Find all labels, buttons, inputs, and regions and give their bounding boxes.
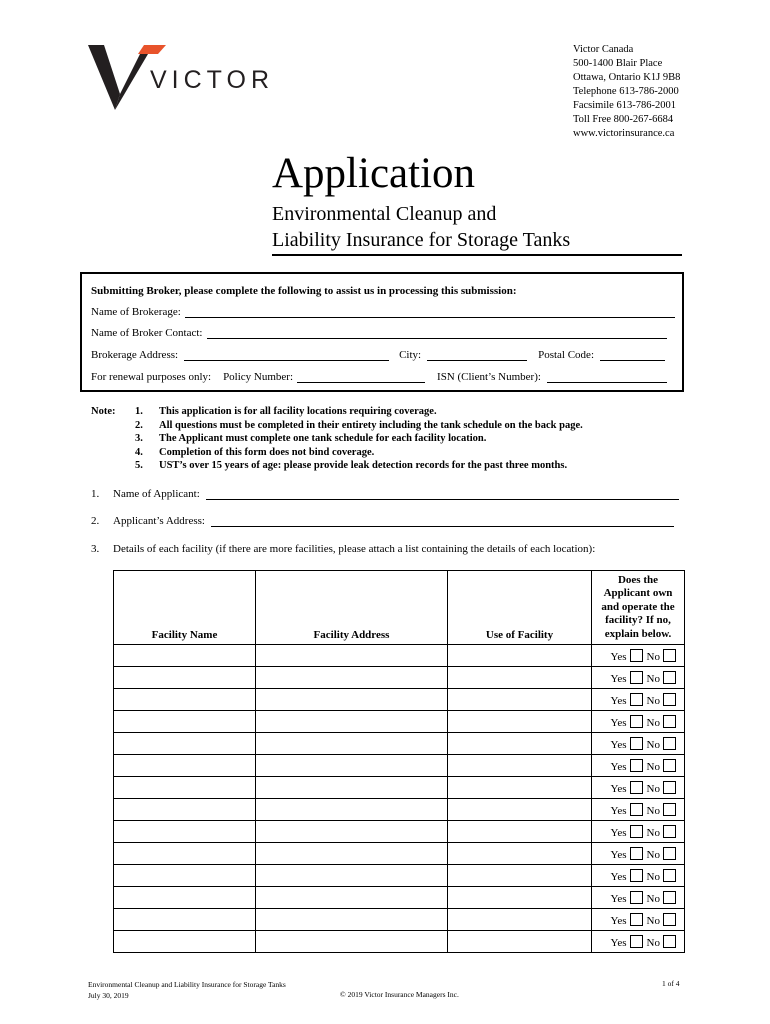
question-number: 2.: [91, 515, 100, 527]
note-item: 3. The Applicant must complete one tank schedule for each facility location.: [135, 433, 487, 444]
facility-address-cell[interactable]: [256, 865, 448, 887]
policy-number-field[interactable]: [297, 372, 425, 383]
footer-page-number: 1 of 4: [662, 979, 680, 988]
use-of-facility-cell[interactable]: [448, 667, 592, 689]
yes-checkbox[interactable]: [630, 935, 643, 948]
yes-checkbox[interactable]: [630, 803, 643, 816]
question-number: 1.: [91, 488, 100, 500]
facility-name-cell[interactable]: [114, 931, 256, 953]
use-of-facility-cell[interactable]: [448, 799, 592, 821]
yes-label: Yes: [610, 716, 627, 729]
footer-date: July 30, 2019: [88, 991, 129, 1000]
applicant-name-field[interactable]: [206, 489, 679, 500]
use-of-facility-cell[interactable]: [448, 733, 592, 755]
yes-checkbox[interactable]: [630, 759, 643, 772]
facility-address-cell[interactable]: [256, 821, 448, 843]
no-label: No: [646, 782, 660, 795]
postal-code-field[interactable]: [600, 350, 665, 361]
no-checkbox[interactable]: [663, 935, 676, 948]
facility-name-cell[interactable]: [114, 711, 256, 733]
isn-label: ISN (Client’s Number):: [437, 371, 541, 383]
yes-label: Yes: [610, 914, 627, 927]
use-of-facility-cell[interactable]: [448, 777, 592, 799]
yes-label: Yes: [610, 694, 627, 707]
question-label: Applicant’s Address:: [113, 515, 205, 527]
owns-facility-cell: [592, 865, 685, 887]
no-label: No: [646, 716, 660, 729]
facility-name-cell[interactable]: [114, 667, 256, 689]
yes-label: Yes: [610, 892, 627, 905]
brokerage-name-field[interactable]: [185, 307, 675, 318]
table-row: [114, 799, 685, 821]
owns-facility-cell: [592, 821, 685, 843]
no-checkbox[interactable]: [663, 671, 676, 684]
owns-facility-cell: [592, 755, 685, 777]
note-item: 2. All questions must be completed in their entirety including the tank schedule on the back page.: [135, 419, 583, 431]
owns-facility-cell: [592, 711, 685, 733]
isn-field[interactable]: [547, 372, 667, 383]
brokerage-name-label: Name of Brokerage:: [91, 306, 181, 318]
note-item: 4. Completion of this form does not bind coverage.: [135, 446, 375, 458]
no-checkbox[interactable]: [663, 825, 676, 838]
facility-address-cell[interactable]: [256, 777, 448, 799]
yes-checkbox[interactable]: [630, 913, 643, 926]
company-fax: Facsimile 613-786-2001: [573, 100, 676, 111]
subtitle-line-1: Environmental Cleanup and: [272, 203, 497, 225]
renewal-label: For renewal purposes only:: [91, 371, 212, 383]
use-of-facility-cell[interactable]: [448, 755, 592, 777]
applicant-address-field[interactable]: [211, 516, 674, 527]
no-label: No: [646, 870, 660, 883]
use-of-facility-cell[interactable]: [448, 645, 592, 667]
owns-facility-cell: [592, 733, 685, 755]
yes-label: Yes: [610, 760, 627, 773]
company-name: Victor Canada: [573, 44, 634, 55]
question-number: 3.: [91, 543, 100, 555]
facility-name-cell[interactable]: [114, 865, 256, 887]
city-field[interactable]: [427, 350, 527, 361]
table-row: [114, 733, 685, 755]
column-header-use-of-facility: Use of Facility: [448, 571, 592, 645]
owns-facility-cell: [592, 645, 685, 667]
facility-address-cell[interactable]: [256, 667, 448, 689]
facility-name-cell[interactable]: [114, 777, 256, 799]
facility-address-cell[interactable]: [256, 689, 448, 711]
broker-contact-field[interactable]: [207, 328, 667, 339]
broker-section: [80, 272, 684, 392]
column-header-owns-facility: Does the Applicant own and operate the facility? If no, explain below.: [592, 571, 685, 645]
table-row: [114, 909, 685, 931]
broker-contact-label: Name of Broker Contact:: [91, 327, 203, 339]
facility-address-cell[interactable]: [256, 755, 448, 777]
owns-facility-cell: [592, 909, 685, 931]
facility-name-cell[interactable]: [114, 909, 256, 931]
yes-checkbox[interactable]: [630, 869, 643, 882]
no-checkbox[interactable]: [663, 737, 676, 750]
title-divider: [272, 254, 682, 256]
yes-checkbox[interactable]: [630, 649, 643, 662]
no-checkbox[interactable]: [663, 759, 676, 772]
table-row: [114, 755, 685, 777]
footer-copyright: © 2019 Victor Insurance Managers Inc.: [340, 990, 459, 999]
yes-checkbox[interactable]: [630, 715, 643, 728]
table-row: [114, 645, 685, 667]
yes-label: Yes: [610, 870, 627, 883]
facility-name-cell[interactable]: [114, 843, 256, 865]
yes-checkbox[interactable]: [630, 891, 643, 904]
column-header-facility-name: Facility Name: [114, 571, 256, 645]
no-checkbox[interactable]: [663, 649, 676, 662]
broker-contact-row: [91, 327, 667, 339]
company-city: Ottawa, Ontario K1J 9B8: [573, 72, 681, 83]
owns-facility-cell: [592, 689, 685, 711]
use-of-facility-cell[interactable]: [448, 887, 592, 909]
no-checkbox[interactable]: [663, 715, 676, 728]
yes-checkbox[interactable]: [630, 847, 643, 860]
note-label: Note:: [91, 406, 116, 417]
facility-name-cell[interactable]: [114, 689, 256, 711]
question-applicant-address: [91, 515, 674, 527]
yes-checkbox[interactable]: [630, 671, 643, 684]
brokerage-address-row: [91, 349, 665, 361]
facility-name-cell[interactable]: [114, 733, 256, 755]
yes-label: Yes: [610, 672, 627, 685]
company-website: www.victorinsurance.ca: [573, 128, 675, 139]
no-label: No: [646, 826, 660, 839]
footer-left: [88, 979, 286, 1001]
no-checkbox[interactable]: [663, 869, 676, 882]
table-header-row: [114, 571, 685, 645]
facility-address-cell[interactable]: [256, 711, 448, 733]
no-label: No: [646, 848, 660, 861]
yes-label: Yes: [610, 848, 627, 861]
subtitle-line-2: Liability Insurance for Storage Tanks: [272, 229, 571, 251]
use-of-facility-cell[interactable]: [448, 865, 592, 887]
table-row: [114, 865, 685, 887]
no-label: No: [646, 738, 660, 751]
use-of-facility-cell[interactable]: [448, 711, 592, 733]
table-row: [114, 931, 685, 953]
table-row: [114, 667, 685, 689]
brokerage-address-label: Brokerage Address:: [91, 349, 179, 361]
broker-heading: Submitting Broker, please complete the following to assist us in processing this submission:: [91, 285, 517, 297]
no-checkbox[interactable]: [663, 693, 676, 706]
yes-label: Yes: [610, 826, 627, 839]
table-row: [114, 887, 685, 909]
question-applicant-name: [91, 488, 679, 500]
company-tollfree: Toll Free 800-267-6684: [573, 114, 674, 125]
no-checkbox[interactable]: [663, 913, 676, 926]
owns-facility-cell: [592, 887, 685, 909]
postal-code-label: Postal Code:: [538, 349, 594, 361]
no-checkbox[interactable]: [663, 847, 676, 860]
no-label: No: [646, 936, 660, 949]
facility-address-cell[interactable]: [256, 733, 448, 755]
yes-label: Yes: [610, 804, 627, 817]
use-of-facility-cell[interactable]: [448, 931, 592, 953]
yes-checkbox[interactable]: [630, 737, 643, 750]
yes-label: Yes: [610, 738, 627, 751]
footer-form-name: Environmental Cleanup and Liability Insurance for Storage Tanks: [88, 980, 286, 989]
logo-wordmark: VICTOR: [150, 66, 274, 94]
yes-checkbox[interactable]: [630, 781, 643, 794]
question-label: Details of each facility (if there are more facilities, please attach a list containing the details of each location):: [113, 543, 596, 555]
table-row: [114, 689, 685, 711]
note-item: 5. UST’s over 15 years of age: please provide leak detection records for the past three months.: [135, 460, 568, 471]
no-checkbox[interactable]: [663, 781, 676, 794]
owns-facility-cell: [592, 667, 685, 689]
owns-facility-cell: [592, 931, 685, 953]
facility-name-cell[interactable]: [114, 887, 256, 909]
yes-label: Yes: [610, 936, 627, 949]
use-of-facility-cell[interactable]: [448, 843, 592, 865]
use-of-facility-cell[interactable]: [448, 689, 592, 711]
use-of-facility-cell[interactable]: [448, 909, 592, 931]
no-checkbox[interactable]: [663, 803, 676, 816]
no-label: No: [646, 914, 660, 927]
yes-label: Yes: [610, 650, 627, 663]
renewal-row: [91, 371, 667, 383]
facility-name-cell[interactable]: [114, 755, 256, 777]
table-row: [114, 777, 685, 799]
column-header-facility-address: Facility Address: [256, 571, 448, 645]
page-subtitle: [272, 201, 570, 253]
no-label: No: [646, 672, 660, 685]
company-telephone: Telephone 613-786-2000: [573, 86, 679, 97]
city-label: City:: [399, 349, 422, 361]
table-row: [114, 711, 685, 733]
facility-name-cell[interactable]: [114, 645, 256, 667]
facility-address-cell[interactable]: [256, 909, 448, 931]
policy-number-label: Policy Number:: [223, 371, 294, 383]
question-facility-details: [91, 543, 595, 555]
facility-address-cell[interactable]: [256, 887, 448, 909]
facility-table: [113, 570, 685, 953]
facility-address-cell[interactable]: [256, 931, 448, 953]
table-row: [114, 821, 685, 843]
question-label: Name of Applicant:: [113, 488, 200, 500]
facility-name-cell[interactable]: [114, 821, 256, 843]
owns-facility-cell: [592, 777, 685, 799]
facility-address-cell[interactable]: [256, 843, 448, 865]
no-label: No: [646, 804, 660, 817]
page-title: Application: [272, 150, 476, 197]
yes-checkbox[interactable]: [630, 825, 643, 838]
brokerage-address-field[interactable]: [184, 350, 389, 361]
no-label: No: [646, 694, 660, 707]
facility-name-cell[interactable]: [114, 799, 256, 821]
no-checkbox[interactable]: [663, 891, 676, 904]
company-info: [573, 43, 680, 141]
yes-checkbox[interactable]: [630, 693, 643, 706]
use-of-facility-cell[interactable]: [448, 821, 592, 843]
note-item: 1. This application is for all facility locations requiring coverage.: [135, 406, 437, 417]
brokerage-name-row: [91, 306, 675, 318]
owns-facility-cell: [592, 799, 685, 821]
owns-facility-cell: [592, 843, 685, 865]
yes-label: Yes: [610, 782, 627, 795]
facility-address-cell[interactable]: [256, 799, 448, 821]
facility-address-cell[interactable]: [256, 645, 448, 667]
no-label: No: [646, 650, 660, 663]
no-label: No: [646, 760, 660, 773]
facility-table-body: [114, 645, 685, 953]
company-street: 500-1400 Blair Place: [573, 58, 663, 69]
no-label: No: [646, 892, 660, 905]
table-row: [114, 843, 685, 865]
